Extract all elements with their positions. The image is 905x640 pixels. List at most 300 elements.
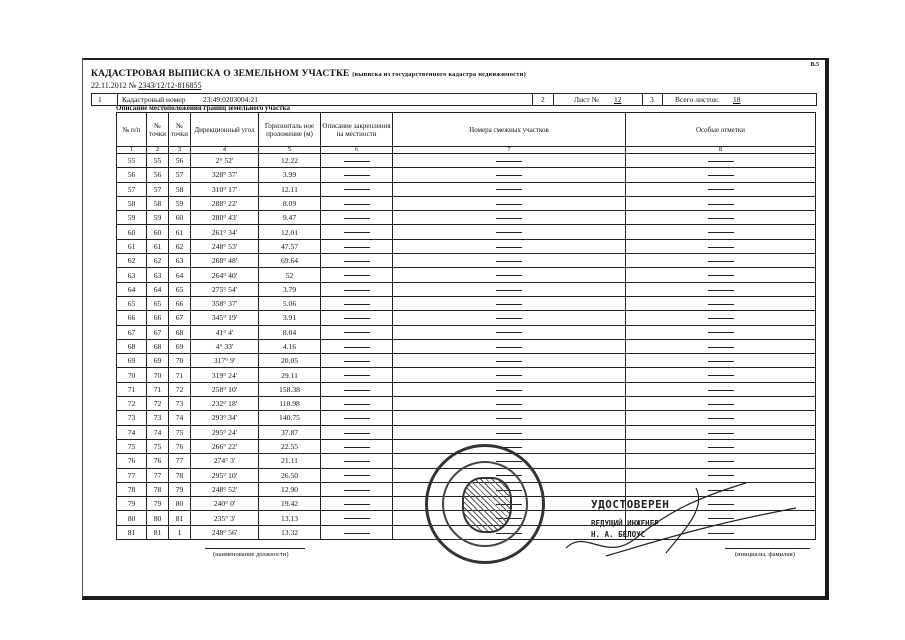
empty-value-cell [393, 296, 626, 310]
dash-mark [344, 533, 370, 534]
bearing-cell: 2° 52' [191, 154, 259, 168]
table-row [117, 354, 816, 368]
dash-mark [496, 290, 522, 291]
empty-value-cell [393, 239, 626, 253]
empty-value-cell [393, 325, 626, 339]
row-index-cell: 76 [117, 454, 147, 468]
row-index-cell: 66 [117, 311, 147, 325]
distance-cell: 13.32 [259, 525, 321, 539]
dash-mark [496, 418, 522, 419]
position-caption: (наименование должности) [213, 551, 289, 558]
table-row [117, 239, 816, 253]
col-header-notes: Особые отметки [626, 113, 816, 147]
table-row [117, 268, 816, 282]
dash-mark [496, 247, 522, 248]
date-text: 22.11.2012 № [91, 81, 137, 90]
dash-mark [708, 304, 734, 305]
point-from-cell: 79 [147, 497, 169, 511]
empty-value-cell [393, 211, 626, 225]
empty-value-cell [626, 268, 816, 282]
empty-value-cell [626, 397, 816, 411]
empty-value-cell [393, 397, 626, 411]
bearing-cell: 293° 34' [191, 411, 259, 425]
col-header-point-to: № точки [169, 113, 191, 147]
dash-mark [344, 232, 370, 233]
dash-mark [344, 218, 370, 219]
bearing-cell: 274° 3' [191, 454, 259, 468]
empty-value-cell [626, 311, 816, 325]
empty-value-cell [626, 239, 816, 253]
empty-value-cell [626, 168, 816, 182]
title-text: КАДАСТРОВАЯ ВЫПИСКА О ЗЕМЕЛЬНОМ УЧАСТКЕ [91, 69, 350, 79]
col-header-adjacent: Номера смежных участков [393, 113, 626, 147]
point-from-cell: 58 [147, 196, 169, 210]
row-index-cell: 71 [117, 382, 147, 396]
dash-mark [344, 290, 370, 291]
point-from-cell: 61 [147, 239, 169, 253]
distance-cell: 20.05 [259, 354, 321, 368]
empty-value-cell [321, 182, 393, 196]
point-from-cell: 62 [147, 254, 169, 268]
distance-cell: 12.90 [259, 482, 321, 496]
bearing-cell: 248° 53' [191, 239, 259, 253]
dash-mark [344, 361, 370, 362]
dash-mark [344, 304, 370, 305]
dash-mark [708, 318, 734, 319]
table-row [117, 182, 816, 196]
point-from-cell: 65 [147, 296, 169, 310]
distance-cell: 4.16 [259, 339, 321, 353]
empty-value-cell [393, 382, 626, 396]
empty-value-cell [393, 368, 626, 382]
dash-mark [344, 247, 370, 248]
table-row [117, 254, 816, 268]
table-row [117, 339, 816, 353]
signature-line [725, 548, 810, 549]
table-row [117, 211, 816, 225]
empty-value-cell [626, 211, 816, 225]
row-index-cell: 60 [117, 225, 147, 239]
empty-value-cell [321, 254, 393, 268]
point-to-cell: 78 [169, 468, 191, 482]
distance-cell: 8.09 [259, 196, 321, 210]
certification-stamp [591, 498, 669, 539]
point-from-cell: 74 [147, 425, 169, 439]
bearing-cell: 317° 9' [191, 354, 259, 368]
point-to-cell: 81 [169, 511, 191, 525]
distance-cell: 52 [259, 268, 321, 282]
empty-value-cell [321, 282, 393, 296]
empty-value-cell [626, 339, 816, 353]
box-3-number: 3 [650, 95, 654, 104]
dash-mark [496, 433, 522, 434]
empty-value-cell [321, 368, 393, 382]
row-index-cell: 59 [117, 211, 147, 225]
dash-mark [708, 204, 734, 205]
table-row [117, 282, 816, 296]
empty-value-cell [626, 368, 816, 382]
table-row [117, 325, 816, 339]
bearing-cell: 232° 18' [191, 397, 259, 411]
dash-mark [708, 404, 734, 405]
point-to-cell: 77 [169, 454, 191, 468]
dash-mark [496, 189, 522, 190]
dash-mark [344, 332, 370, 333]
dash-mark [708, 390, 734, 391]
point-from-cell: 67 [147, 325, 169, 339]
signature-caption: (инициалы, фамилия) [735, 551, 795, 558]
point-from-cell: 68 [147, 339, 169, 353]
dash-mark [344, 518, 370, 519]
row-index-cell: 80 [117, 511, 147, 525]
dash-mark [496, 347, 522, 348]
row-index-cell: 68 [117, 339, 147, 353]
dash-mark [344, 275, 370, 276]
point-from-cell: 73 [147, 411, 169, 425]
point-to-cell: 69 [169, 339, 191, 353]
col-header-bearing: Дирекционный угол [191, 113, 259, 147]
empty-value-cell [626, 411, 816, 425]
cadastral-number-label: Кадастровый номер [122, 95, 186, 104]
point-to-cell: 58 [169, 182, 191, 196]
distance-cell: 37.87 [259, 425, 321, 439]
empty-value-cell [393, 354, 626, 368]
empty-value-cell [626, 196, 816, 210]
point-to-cell: 61 [169, 225, 191, 239]
col-number: 3 [169, 147, 191, 154]
bearing-cell: 280° 43' [191, 211, 259, 225]
empty-value-cell [321, 225, 393, 239]
point-to-cell: 57 [169, 168, 191, 182]
table-header-row [117, 113, 816, 147]
point-to-cell: 66 [169, 296, 191, 310]
empty-value-cell [626, 254, 816, 268]
dash-mark [708, 433, 734, 434]
distance-cell: 8.04 [259, 325, 321, 339]
bearing-cell: 295° 24' [191, 425, 259, 439]
bearing-cell: 41° 4' [191, 325, 259, 339]
point-from-cell: 66 [147, 311, 169, 325]
total-sheets-label: Всего листов: [675, 95, 719, 104]
bearing-cell: 345° 19' [191, 311, 259, 325]
empty-value-cell [321, 425, 393, 439]
row-index-cell: 72 [117, 397, 147, 411]
point-from-cell: 71 [147, 382, 169, 396]
empty-value-cell [321, 454, 393, 468]
dash-mark [344, 189, 370, 190]
dash-mark [344, 390, 370, 391]
dash-mark [708, 290, 734, 291]
row-index-cell: 81 [117, 525, 147, 539]
dash-mark [496, 361, 522, 362]
document-number: 2343/12/12-816855 [138, 81, 202, 90]
stamp-position: ВЕДУЩИЙ ИНЖЕНЕР [591, 519, 659, 528]
empty-value-cell [321, 411, 393, 425]
stamp-name: Н. А. БЕЛОУС [591, 530, 646, 539]
bearing-cell: 258° 10' [191, 382, 259, 396]
table-row [117, 196, 816, 210]
empty-value-cell [321, 511, 393, 525]
point-to-cell: 72 [169, 382, 191, 396]
table-row [117, 168, 816, 182]
row-index-cell: 77 [117, 468, 147, 482]
dash-mark [708, 232, 734, 233]
distance-cell: 5.06 [259, 296, 321, 310]
dash-mark [344, 433, 370, 434]
empty-value-cell [626, 354, 816, 368]
empty-value-cell [321, 239, 393, 253]
row-index-cell: 55 [117, 154, 147, 168]
distance-cell: 3.79 [259, 282, 321, 296]
row-index-cell: 65 [117, 296, 147, 310]
empty-value-cell [626, 154, 816, 168]
row-index-cell: 70 [117, 368, 147, 382]
point-from-cell: 57 [147, 182, 169, 196]
col-number: 7 [393, 147, 626, 154]
distance-cell: 26.50 [259, 468, 321, 482]
point-to-cell: 62 [169, 239, 191, 253]
distance-cell: 12.01 [259, 225, 321, 239]
empty-value-cell [626, 425, 816, 439]
distance-cell: 22.55 [259, 439, 321, 453]
distance-cell: 158.38 [259, 382, 321, 396]
distance-cell: 13.13 [259, 511, 321, 525]
dash-mark [708, 375, 734, 376]
point-from-cell: 75 [147, 439, 169, 453]
dash-mark [496, 332, 522, 333]
box-2-number: 2 [541, 95, 545, 104]
empty-value-cell [393, 339, 626, 353]
point-to-cell: 76 [169, 439, 191, 453]
dash-mark [708, 175, 734, 176]
dash-mark [496, 404, 522, 405]
row-index-cell: 75 [117, 439, 147, 453]
empty-value-cell [321, 354, 393, 368]
empty-value-cell [321, 268, 393, 282]
empty-value-cell [626, 382, 816, 396]
document-sheet [82, 58, 829, 600]
bearing-cell: 310° 17' [191, 182, 259, 196]
table-row [117, 154, 816, 168]
row-index-cell: 57 [117, 182, 147, 196]
table-row [117, 225, 816, 239]
dash-mark [708, 247, 734, 248]
distance-cell: 3.91 [259, 311, 321, 325]
dash-mark [344, 318, 370, 319]
dash-mark [496, 390, 522, 391]
point-to-cell: 63 [169, 254, 191, 268]
dash-mark [344, 418, 370, 419]
empty-value-cell [321, 325, 393, 339]
point-to-cell: 65 [169, 282, 191, 296]
point-from-cell: 69 [147, 354, 169, 368]
table-row [117, 311, 816, 325]
empty-value-cell [626, 454, 816, 468]
bearing-cell: 264° 40' [191, 268, 259, 282]
dash-mark [708, 332, 734, 333]
col-number: 6 [321, 147, 393, 154]
row-index-cell: 63 [117, 268, 147, 282]
dash-mark [496, 232, 522, 233]
row-index-cell: 62 [117, 254, 147, 268]
col-number: 2 [147, 147, 169, 154]
row-index-cell: 64 [117, 282, 147, 296]
empty-value-cell [626, 182, 816, 196]
dash-mark [496, 218, 522, 219]
dash-mark [708, 275, 734, 276]
col-number: 8 [626, 147, 816, 154]
row-index-cell: 73 [117, 411, 147, 425]
empty-value-cell [321, 482, 393, 496]
dash-mark [708, 161, 734, 162]
point-to-cell: 56 [169, 154, 191, 168]
dash-mark [496, 375, 522, 376]
empty-value-cell [626, 282, 816, 296]
col-header-point-from: № точки [147, 113, 169, 147]
distance-cell: 21.11 [259, 454, 321, 468]
empty-value-cell [321, 311, 393, 325]
col-header-distance: Горизонталь ное проложение (м) [259, 113, 321, 147]
dash-mark [496, 161, 522, 162]
empty-value-cell [321, 439, 393, 453]
point-to-cell: 64 [169, 268, 191, 282]
point-to-cell: 79 [169, 482, 191, 496]
point-from-cell: 60 [147, 225, 169, 239]
dash-mark [496, 175, 522, 176]
point-to-cell: 75 [169, 425, 191, 439]
point-from-cell: 76 [147, 454, 169, 468]
dash-mark [496, 275, 522, 276]
dash-mark [708, 347, 734, 348]
bearing-cell: 268° 48' [191, 254, 259, 268]
title-subtitle: (выписка из государственного кадастра недвижимости) [352, 71, 526, 78]
point-to-cell: 70 [169, 354, 191, 368]
empty-value-cell [321, 525, 393, 539]
point-from-cell: 64 [147, 282, 169, 296]
dash-mark [708, 461, 734, 462]
bearing-cell: 261° 34' [191, 225, 259, 239]
dash-mark [344, 504, 370, 505]
cadastral-number-value: 23:49:0203004:21 [203, 95, 259, 104]
coat-of-arms-emblem [462, 477, 512, 533]
dash-mark [344, 175, 370, 176]
point-from-cell: 70 [147, 368, 169, 382]
bearing-cell: 319° 24' [191, 368, 259, 382]
empty-value-cell [393, 425, 626, 439]
empty-value-cell [321, 468, 393, 482]
point-to-cell: 1 [169, 525, 191, 539]
point-from-cell: 59 [147, 211, 169, 225]
col-header-fixing: Описание закрепления на местности [321, 113, 393, 147]
distance-cell: 3.99 [259, 168, 321, 182]
bearing-cell: 240° 0' [191, 497, 259, 511]
empty-value-cell [393, 154, 626, 168]
row-index-cell: 56 [117, 168, 147, 182]
point-from-cell: 55 [147, 154, 169, 168]
col-number: 5 [259, 147, 321, 154]
dash-mark [344, 375, 370, 376]
dash-mark [496, 318, 522, 319]
empty-value-cell [321, 154, 393, 168]
dash-mark [344, 261, 370, 262]
dash-mark [344, 161, 370, 162]
row-index-cell: 69 [117, 354, 147, 368]
dash-mark [708, 447, 734, 448]
total-sheets-value: 18 [733, 95, 741, 104]
empty-value-cell [393, 225, 626, 239]
document-date [91, 81, 201, 90]
col-header-index: № п/п [117, 113, 147, 147]
empty-value-cell [393, 268, 626, 282]
bearing-cell: 328° 37' [191, 168, 259, 182]
dash-mark [708, 361, 734, 362]
point-to-cell: 59 [169, 196, 191, 210]
point-to-cell: 80 [169, 497, 191, 511]
empty-value-cell [626, 325, 816, 339]
row-index-cell: 58 [117, 196, 147, 210]
empty-value-cell [321, 339, 393, 353]
table-row [117, 368, 816, 382]
dash-mark [344, 447, 370, 448]
distance-cell: 12.11 [259, 182, 321, 196]
empty-value-cell [321, 211, 393, 225]
sheet-number-label: Лист № [574, 95, 599, 104]
point-from-cell: 77 [147, 468, 169, 482]
point-from-cell: 80 [147, 511, 169, 525]
table-row [117, 382, 816, 396]
bearing-cell: 248° 56' [191, 525, 259, 539]
row-index-cell: 78 [117, 482, 147, 496]
empty-value-cell [393, 311, 626, 325]
point-from-cell: 72 [147, 397, 169, 411]
distance-cell: 9.47 [259, 211, 321, 225]
bearing-cell: 248° 52' [191, 482, 259, 496]
row-index-cell: 67 [117, 325, 147, 339]
official-seal-stamp [425, 444, 545, 564]
col-number: 1 [117, 147, 147, 154]
empty-value-cell [393, 411, 626, 425]
table-row [117, 296, 816, 310]
dash-mark [344, 347, 370, 348]
empty-value-cell [321, 168, 393, 182]
point-to-cell: 68 [169, 325, 191, 339]
position-line [205, 548, 305, 549]
distance-cell: 47.57 [259, 239, 321, 253]
dash-mark [496, 261, 522, 262]
empty-value-cell [321, 497, 393, 511]
bearing-cell: 266° 22' [191, 439, 259, 453]
table-row [117, 425, 816, 439]
column-number-row [117, 147, 816, 154]
empty-value-cell [393, 254, 626, 268]
bearing-cell: 275° 54' [191, 282, 259, 296]
distance-cell: 19.42 [259, 497, 321, 511]
dash-mark [344, 461, 370, 462]
stamp-title: УДОСТОВЕРЕН [591, 498, 670, 511]
distance-cell: 12.22 [259, 154, 321, 168]
dash-mark [496, 304, 522, 305]
empty-value-cell [393, 182, 626, 196]
bearing-cell: 358° 37' [191, 296, 259, 310]
table-row [117, 397, 816, 411]
point-to-cell: 60 [169, 211, 191, 225]
point-from-cell: 78 [147, 482, 169, 496]
section-title: Описание местоположения границ земельного участка [116, 104, 290, 112]
dash-mark [344, 490, 370, 491]
row-index-cell: 61 [117, 239, 147, 253]
dash-mark [708, 261, 734, 262]
dash-mark [708, 218, 734, 219]
